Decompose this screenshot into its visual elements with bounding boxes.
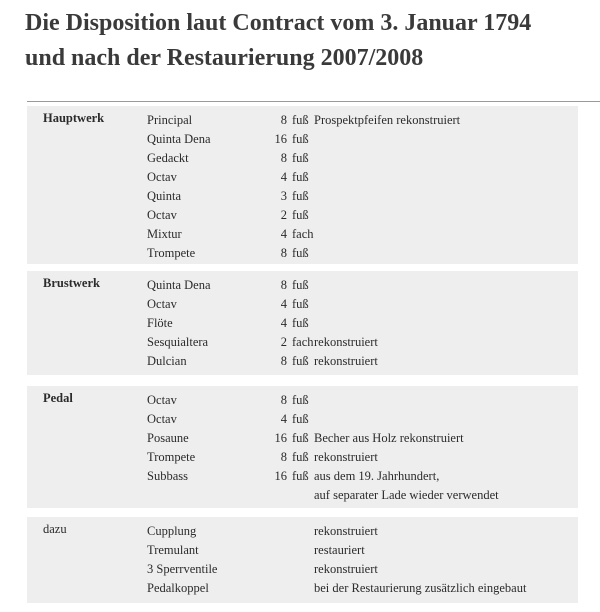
table-row bbox=[27, 187, 578, 206]
stop-unit: fuß bbox=[292, 132, 309, 146]
table-row bbox=[27, 276, 578, 295]
table-row bbox=[27, 410, 578, 429]
table-row bbox=[27, 486, 578, 505]
stop-size: 8 bbox=[280, 450, 287, 464]
table-row bbox=[27, 560, 578, 579]
stop-size: 2 bbox=[280, 335, 287, 349]
stop-name: Principal bbox=[147, 113, 193, 127]
section-label: Pedal bbox=[43, 391, 73, 405]
divider bbox=[27, 101, 600, 102]
stop-name: Quinta Dena bbox=[147, 132, 211, 146]
stop-name: Quinta Dena bbox=[147, 278, 211, 292]
table-row bbox=[27, 391, 578, 410]
stop-size: 8 bbox=[280, 151, 287, 165]
stop-unit: fuß bbox=[292, 189, 309, 203]
stop-name: Subbass bbox=[147, 469, 188, 483]
stop-name: Dulcian bbox=[147, 354, 187, 368]
table-row bbox=[27, 429, 578, 448]
section-pedal bbox=[27, 386, 578, 508]
stop-size: 4 bbox=[280, 316, 287, 330]
stop-note: Becher aus Holz rekonstruiert bbox=[314, 431, 464, 445]
page-title bbox=[25, 6, 585, 76]
stop-size: 4 bbox=[280, 170, 287, 184]
stop-name: Tremulant bbox=[147, 543, 199, 557]
stop-note: auf separater Lade wieder verwendet bbox=[314, 488, 499, 502]
stop-size: 8 bbox=[280, 246, 287, 260]
stop-unit: fuß bbox=[292, 246, 309, 260]
stop-name: Flöte bbox=[147, 316, 173, 330]
stop-unit: fach bbox=[292, 227, 314, 241]
stop-note: rekonstruiert bbox=[314, 562, 378, 576]
stop-name: 3 Sperrventile bbox=[147, 562, 218, 576]
table-row bbox=[27, 111, 578, 130]
stop-unit: fach bbox=[292, 335, 314, 349]
stop-unit: fuß bbox=[292, 469, 309, 483]
section-brustwerk bbox=[27, 271, 578, 375]
table-row bbox=[27, 579, 578, 598]
stop-unit: fuß bbox=[292, 278, 309, 292]
stop-note: rekonstruiert bbox=[314, 450, 378, 464]
section-label: Brustwerk bbox=[43, 276, 100, 290]
stop-unit: fuß bbox=[292, 170, 309, 184]
table-row bbox=[27, 522, 578, 541]
stop-note: restauriert bbox=[314, 543, 365, 557]
stop-size: 16 bbox=[274, 431, 287, 445]
stop-unit: fuß bbox=[292, 151, 309, 165]
stop-unit: fuß bbox=[292, 393, 309, 407]
section-label: dazu bbox=[43, 522, 67, 536]
table-row bbox=[27, 352, 578, 371]
stop-name: Octav bbox=[147, 412, 177, 426]
stop-name: Mixtur bbox=[147, 227, 182, 241]
stop-note: aus dem 19. Jahrhundert, bbox=[314, 469, 440, 483]
table-row bbox=[27, 206, 578, 225]
table-row bbox=[27, 149, 578, 168]
table-row bbox=[27, 541, 578, 560]
table-row bbox=[27, 295, 578, 314]
stop-name: Trompete bbox=[147, 246, 196, 260]
stop-unit: fuß bbox=[292, 316, 309, 330]
stop-size: 8 bbox=[280, 354, 287, 368]
table-row bbox=[27, 448, 578, 467]
section-label: Hauptwerk bbox=[43, 111, 105, 125]
stop-note: rekonstruiert bbox=[314, 354, 378, 368]
stop-size: 3 bbox=[280, 189, 287, 203]
table-row bbox=[27, 130, 578, 149]
stop-name: Octav bbox=[147, 393, 177, 407]
title-line-2: und nach der Restaurierung 2007/2008 bbox=[25, 45, 424, 71]
stop-name: Quinta bbox=[147, 189, 182, 203]
stop-note: bei der Restaurierung zusätzlich eingebaut bbox=[314, 581, 527, 595]
title-line-1: Die Disposition laut Contract vom 3. Januar 1794 bbox=[25, 10, 532, 36]
section-dazu bbox=[27, 517, 578, 603]
stop-name: Octav bbox=[147, 170, 177, 184]
stop-unit: fuß bbox=[292, 297, 309, 311]
stop-note: Prospektpfeifen rekonstruiert bbox=[314, 113, 461, 127]
stop-name: Posaune bbox=[147, 431, 189, 445]
stop-size: 16 bbox=[274, 132, 287, 146]
stop-unit: fuß bbox=[292, 354, 309, 368]
stop-unit: fuß bbox=[292, 113, 309, 127]
table-row bbox=[27, 225, 578, 244]
stop-unit: fuß bbox=[292, 208, 309, 222]
stop-name: Cupplung bbox=[147, 524, 197, 538]
stop-size: 4 bbox=[280, 227, 287, 241]
stop-size: 8 bbox=[280, 278, 287, 292]
stop-note: rekonstruiert bbox=[314, 524, 378, 538]
stop-size: 4 bbox=[280, 412, 287, 426]
table-row bbox=[27, 314, 578, 333]
table-row bbox=[27, 168, 578, 187]
table-row bbox=[27, 333, 578, 352]
stop-size: 8 bbox=[280, 113, 287, 127]
stop-size: 16 bbox=[274, 469, 287, 483]
stop-note: rekonstruiert bbox=[314, 335, 378, 349]
stop-unit: fuß bbox=[292, 431, 309, 445]
section-hauptwerk bbox=[27, 106, 578, 264]
stop-name: Octav bbox=[147, 208, 177, 222]
stop-unit: fuß bbox=[292, 450, 309, 464]
stop-unit: fuß bbox=[292, 412, 309, 426]
table-row bbox=[27, 244, 578, 263]
stop-name: Gedackt bbox=[147, 151, 189, 165]
stop-name: Trompete bbox=[147, 450, 196, 464]
stop-size: 8 bbox=[280, 393, 287, 407]
stop-name: Pedalkoppel bbox=[147, 581, 209, 595]
table-row bbox=[27, 467, 578, 486]
stop-name: Sesquialtera bbox=[147, 335, 209, 349]
stop-name: Octav bbox=[147, 297, 177, 311]
stop-size: 4 bbox=[280, 297, 287, 311]
stop-size: 2 bbox=[280, 208, 287, 222]
